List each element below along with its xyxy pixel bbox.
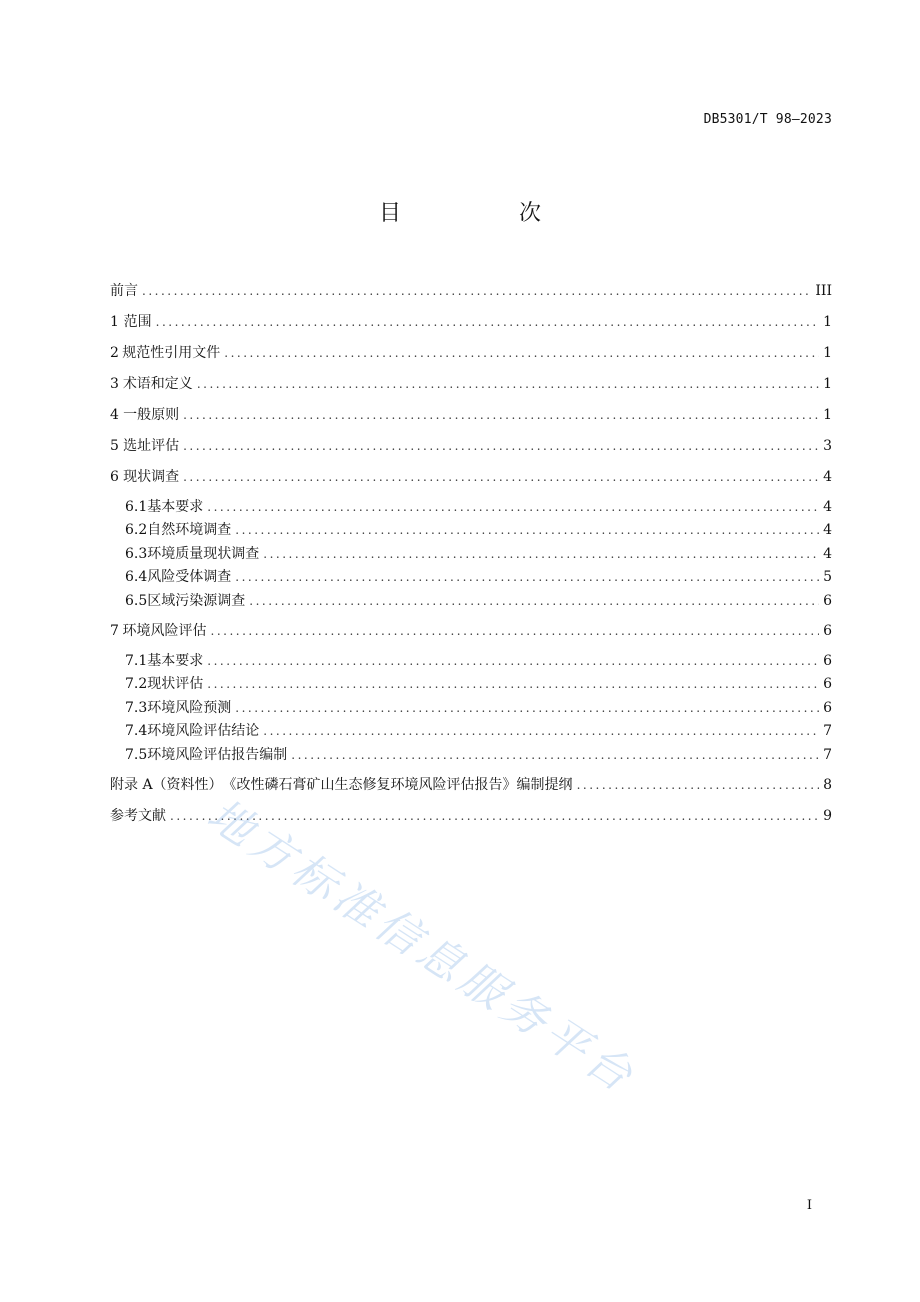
toc-entry[interactable] xyxy=(110,745,832,768)
toc-leader-dots xyxy=(263,544,819,564)
toc-leader-dots xyxy=(263,721,819,741)
toc-entry-number: 6.4 xyxy=(125,569,148,586)
toc-entry-label: 附录 A（资料性） 《改性磷石膏矿山生态修复环境风险评估报告》编制提纲 xyxy=(110,776,573,793)
toc-entry[interactable] xyxy=(110,651,832,674)
toc-entry[interactable] xyxy=(110,373,832,404)
toc-entry-number: 5 xyxy=(110,438,119,454)
toc-entry[interactable] xyxy=(110,721,832,744)
toc-entry-page: 4 xyxy=(823,499,832,515)
toc-leader-dots xyxy=(156,311,819,333)
toc-entry-label: 区域污染源调查 xyxy=(147,592,246,609)
toc-leader-dots xyxy=(197,373,819,395)
toc-leader-dots xyxy=(235,698,819,718)
toc-entry-page: 8 xyxy=(823,776,832,793)
toc-entry[interactable] xyxy=(110,435,832,466)
toc-entry[interactable] xyxy=(110,342,832,373)
toc-entry-number: 7 xyxy=(110,622,119,639)
toc-leader-dots xyxy=(207,497,819,517)
toc-entry-page: 1 xyxy=(823,345,832,361)
toc-entry[interactable] xyxy=(110,674,832,697)
toc-leader-dots xyxy=(224,342,819,364)
toc-entry[interactable] xyxy=(110,591,832,614)
toc-entry[interactable] xyxy=(110,280,832,311)
page-number: I xyxy=(806,1198,812,1213)
toc-entry[interactable] xyxy=(110,497,832,520)
toc-entry-page: 6 xyxy=(823,622,832,639)
toc-entry-page: 9 xyxy=(823,807,832,824)
toc-entry-page: 4 xyxy=(823,469,832,485)
toc-entry[interactable] xyxy=(110,404,832,435)
toc-entry-page: 6 xyxy=(823,676,832,693)
toc-leader-dots xyxy=(577,774,820,796)
toc-entry-page: 7 xyxy=(823,746,832,763)
toc-entry[interactable] xyxy=(110,544,832,567)
toc-entry[interactable] xyxy=(110,620,832,651)
watermark: 地方标准信息服务平台 xyxy=(198,789,646,1105)
toc-entry-label: 环境质量现状调查 xyxy=(147,545,260,562)
toc-entry-number: 6.1 xyxy=(125,499,148,515)
toc-entry-label: 选址评估 xyxy=(123,438,180,454)
toc-entry[interactable] xyxy=(110,520,832,543)
toc-entry-label: 术语和定义 xyxy=(122,376,193,392)
toc-entry-page: 6 xyxy=(823,699,832,716)
toc-entry-number: 6.5 xyxy=(125,592,148,609)
toc-entry-label: 参考文献 xyxy=(110,807,166,824)
toc-entry-label: 基本要求 xyxy=(147,499,204,515)
document-code: DB5301/T 98—2023 xyxy=(703,112,832,127)
toc-entry-label: 现状评估 xyxy=(147,676,204,693)
toc-entry[interactable] xyxy=(110,774,832,805)
toc-entry-page: III xyxy=(815,283,832,299)
toc-entry-number: 7.1 xyxy=(125,652,148,669)
toc-entry-label: 环境风险预测 xyxy=(147,699,232,716)
table-of-contents xyxy=(110,280,832,836)
toc-leader-dots xyxy=(235,567,819,587)
toc-entry-number: 2 xyxy=(110,345,119,361)
toc-entry-label: 自然环境调查 xyxy=(147,522,232,539)
toc-entry-number: 6 xyxy=(110,469,119,485)
toc-entry-number: 6.3 xyxy=(125,545,148,562)
toc-entry-number: 7.5 xyxy=(125,746,148,763)
toc-entry-page: 4 xyxy=(823,522,832,539)
toc-entry-page: 1 xyxy=(823,376,832,392)
toc-entry-number: 6.2 xyxy=(125,522,148,539)
toc-entry-label: 基本要求 xyxy=(147,652,204,669)
toc-title: 目 次 xyxy=(378,201,589,226)
toc-entry-label: 范围 xyxy=(123,314,152,330)
toc-entry-page: 1 xyxy=(823,407,832,423)
toc-entry[interactable] xyxy=(110,805,832,836)
toc-leader-dots xyxy=(235,520,819,540)
toc-entry-number: 1 xyxy=(110,314,119,330)
toc-leader-dots xyxy=(183,435,819,457)
toc-entry-page: 7 xyxy=(823,723,832,740)
toc-entry[interactable] xyxy=(110,466,832,497)
toc-leader-dots xyxy=(183,404,819,426)
toc-entry-number: 7.4 xyxy=(125,723,148,740)
toc-entry-page: 6 xyxy=(823,652,832,669)
toc-leader-dots xyxy=(291,745,819,765)
toc-leader-dots xyxy=(183,466,819,488)
toc-entry-number: 4 xyxy=(110,407,119,423)
toc-entry-page: 4 xyxy=(823,545,832,562)
toc-entry-label: 规范性引用文件 xyxy=(122,345,221,361)
toc-entry-label: 环境风险评估 xyxy=(122,622,207,639)
toc-entry-label: 一般原则 xyxy=(123,407,180,423)
toc-leader-dots xyxy=(211,620,820,642)
toc-leader-dots xyxy=(170,805,819,827)
toc-entry[interactable] xyxy=(110,311,832,342)
toc-leader-dots xyxy=(249,591,819,611)
toc-entry-label: 风险受体调查 xyxy=(147,569,232,586)
toc-leader-dots xyxy=(142,280,811,302)
toc-entry-number: 7.3 xyxy=(125,699,148,716)
toc-entry[interactable] xyxy=(110,698,832,721)
toc-entry-label: 环境风险评估报告编制 xyxy=(147,746,288,763)
toc-entry-number: 3 xyxy=(110,376,119,392)
toc-entry-label: 现状调查 xyxy=(123,469,180,485)
toc-entry-page: 3 xyxy=(823,438,832,454)
toc-entry-page: 6 xyxy=(823,592,832,609)
toc-entry[interactable] xyxy=(110,567,832,590)
toc-entry-label: 环境风险评估结论 xyxy=(147,723,260,740)
toc-entry-page: 5 xyxy=(823,569,832,586)
toc-leader-dots xyxy=(207,651,819,671)
toc-leader-dots xyxy=(207,674,819,694)
toc-entry-label: 前言 xyxy=(110,283,138,299)
toc-entry-page: 1 xyxy=(823,314,832,330)
toc-entry-number: 7.2 xyxy=(125,676,148,693)
